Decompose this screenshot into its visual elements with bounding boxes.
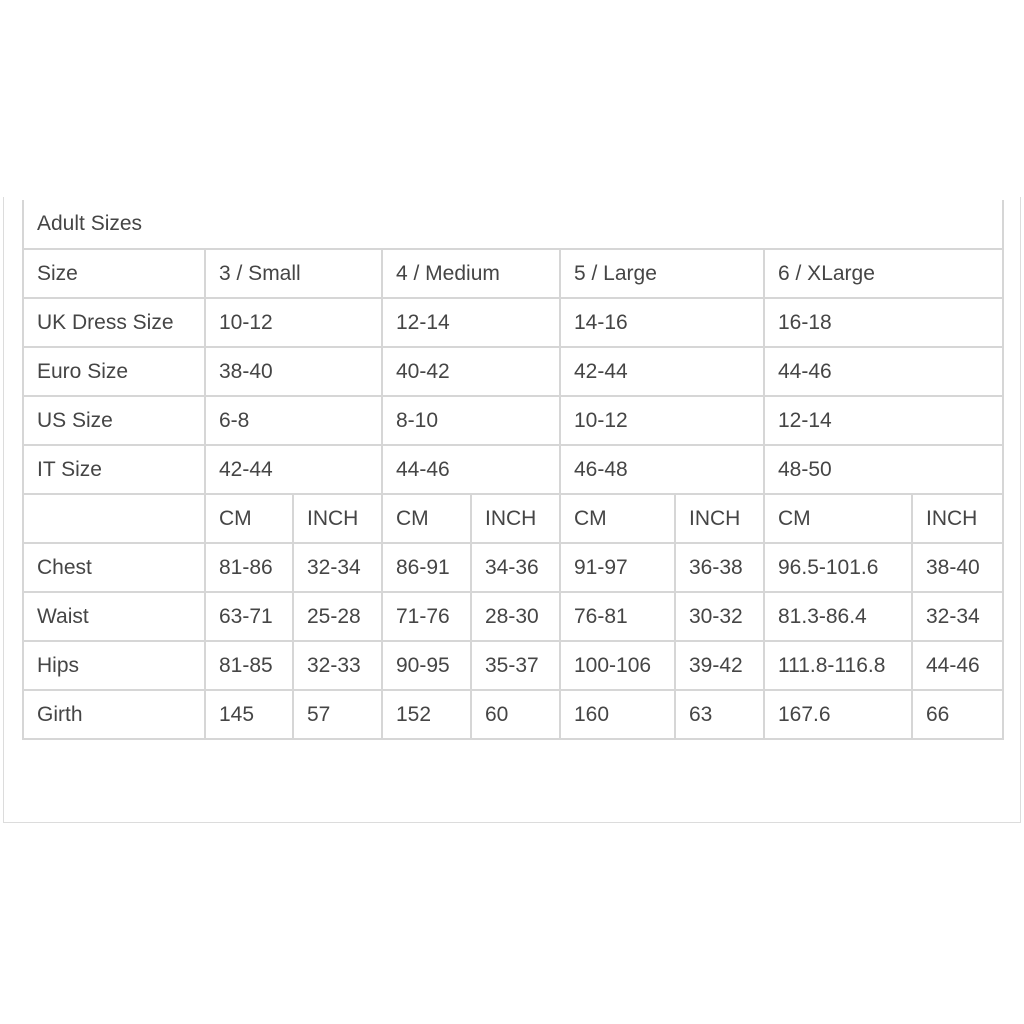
- table-cell: 10-12: [560, 396, 764, 445]
- table-cell: 44-46: [764, 347, 1003, 396]
- unit-header: CM: [205, 494, 293, 543]
- row-label: UK Dress Size: [23, 298, 205, 347]
- unit-header: INCH: [675, 494, 764, 543]
- table-cell: 111.8-116.8: [764, 641, 912, 690]
- table-cell: 14-16: [560, 298, 764, 347]
- table-cell: 167.6: [764, 690, 912, 739]
- table-cell: 12-14: [382, 298, 560, 347]
- table-cell: 145: [205, 690, 293, 739]
- measurement-row: [23, 592, 1003, 641]
- table-cell: 71-76: [382, 592, 471, 641]
- unit-header: CM: [382, 494, 471, 543]
- table-cell: 42-44: [205, 445, 382, 494]
- table-cell: 81-85: [205, 641, 293, 690]
- table-cell: 28-30: [471, 592, 560, 641]
- table-cell: 12-14: [764, 396, 1003, 445]
- table-cell: 81-86: [205, 543, 293, 592]
- size-cell: 6 / XLarge: [764, 249, 1003, 298]
- row-label: Size: [23, 249, 205, 298]
- title-row: [23, 200, 1003, 249]
- measurement-row: [23, 690, 1003, 739]
- table-cell: 30-32: [675, 592, 764, 641]
- conversion-row: [23, 347, 1003, 396]
- unit-header: CM: [764, 494, 912, 543]
- row-label: Girth: [23, 690, 205, 739]
- table-cell: 63: [675, 690, 764, 739]
- table-cell: 38-40: [205, 347, 382, 396]
- table-cell: 35-37: [471, 641, 560, 690]
- row-label: Chest: [23, 543, 205, 592]
- table-cell: 160: [560, 690, 675, 739]
- table-cell: 57: [293, 690, 382, 739]
- unit-header: CM: [560, 494, 675, 543]
- table-cell: 8-10: [382, 396, 560, 445]
- table-cell: 25-28: [293, 592, 382, 641]
- conversion-row: [23, 396, 1003, 445]
- size-cell: 3 / Small: [205, 249, 382, 298]
- row-label: Waist: [23, 592, 205, 641]
- size-cell: 5 / Large: [560, 249, 764, 298]
- table-cell: 46-48: [560, 445, 764, 494]
- table-cell: 44-46: [912, 641, 1003, 690]
- table-cell: 39-42: [675, 641, 764, 690]
- table-cell: 6-8: [205, 396, 382, 445]
- table-cell: 38-40: [912, 543, 1003, 592]
- table-cell: 63-71: [205, 592, 293, 641]
- table-cell: 48-50: [764, 445, 1003, 494]
- size-row: [23, 249, 1003, 298]
- table-cell: 86-91: [382, 543, 471, 592]
- table-cell: 40-42: [382, 347, 560, 396]
- conversion-row: [23, 445, 1003, 494]
- unit-header: INCH: [293, 494, 382, 543]
- table-cell: 152: [382, 690, 471, 739]
- row-label: Euro Size: [23, 347, 205, 396]
- table-cell: 44-46: [382, 445, 560, 494]
- row-label: [23, 494, 205, 543]
- table-cell: 90-95: [382, 641, 471, 690]
- conversion-row: [23, 298, 1003, 347]
- table-cell: 91-97: [560, 543, 675, 592]
- row-label: IT Size: [23, 445, 205, 494]
- unit-header: INCH: [912, 494, 1003, 543]
- measurement-row: [23, 543, 1003, 592]
- table-cell: 76-81: [560, 592, 675, 641]
- table-cell: 42-44: [560, 347, 764, 396]
- table-title: Adult Sizes: [23, 200, 1003, 249]
- table-cell: 60: [471, 690, 560, 739]
- table-cell: 34-36: [471, 543, 560, 592]
- row-label: US Size: [23, 396, 205, 445]
- table-cell: 32-34: [912, 592, 1003, 641]
- table-cell: 81.3-86.4: [764, 592, 912, 641]
- table-cell: 100-106: [560, 641, 675, 690]
- unit-header: INCH: [471, 494, 560, 543]
- table-cell: 32-33: [293, 641, 382, 690]
- size-cell: 4 / Medium: [382, 249, 560, 298]
- adult-size-chart: [22, 200, 1004, 740]
- unit-row: [23, 494, 1003, 543]
- measurement-row: [23, 641, 1003, 690]
- table-cell: 96.5-101.6: [764, 543, 912, 592]
- table-cell: 36-38: [675, 543, 764, 592]
- row-label: Hips: [23, 641, 205, 690]
- table-cell: 66: [912, 690, 1003, 739]
- table-cell: 10-12: [205, 298, 382, 347]
- table-cell: 16-18: [764, 298, 1003, 347]
- table-cell: 32-34: [293, 543, 382, 592]
